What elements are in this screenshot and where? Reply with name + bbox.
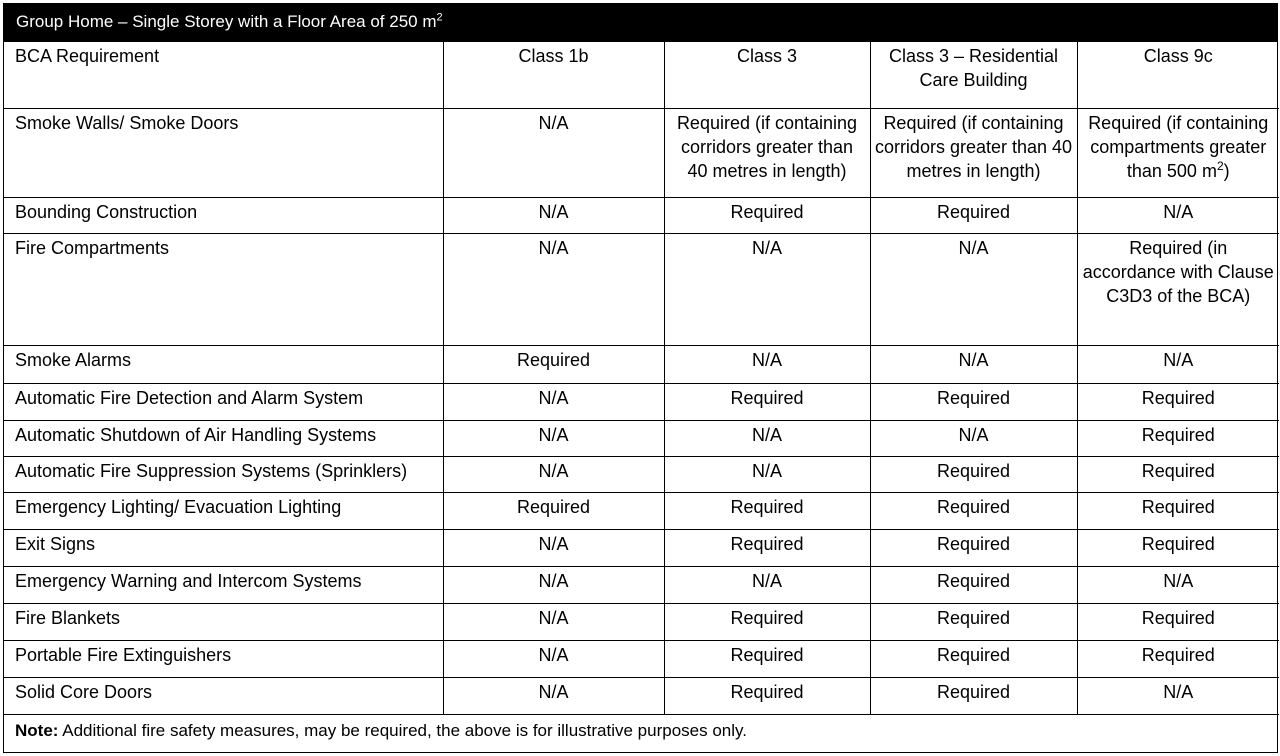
cell-class-3-residential: Required	[870, 529, 1077, 566]
footnote-label: Note:	[15, 720, 59, 740]
cell-class-3: Required	[664, 383, 870, 420]
cell-class-3-residential: Required (if containing corridors greater than 40 metres in length)	[870, 108, 1077, 197]
cell-class-1b: N/A	[443, 640, 664, 677]
table-row	[4, 345, 1279, 383]
cell-class-9c-superscript: 2	[1216, 158, 1224, 173]
cell-class-9c	[1077, 108, 1279, 197]
header-class-1b: Class 1b	[443, 42, 664, 108]
cell-class-3: N/A	[664, 420, 870, 456]
cell-class-9c: Required	[1077, 529, 1279, 566]
cell-class-3-residential: Required	[870, 197, 1077, 233]
row-label: Automatic Shutdown of Air Handling Systems	[4, 420, 443, 456]
table-title-text: Group Home – Single Storey with a Floor Area of 250 m	[16, 12, 437, 31]
cell-class-1b: N/A	[443, 233, 664, 345]
row-label: Automatic Fire Suppression Systems (Sprinklers)	[4, 456, 443, 492]
row-label: Automatic Fire Detection and Alarm System	[4, 383, 443, 420]
row-label: Smoke Alarms	[4, 345, 443, 383]
cell-class-9c: N/A	[1077, 677, 1279, 714]
fire-safety-table-panel	[3, 3, 1278, 753]
row-label: Emergency Warning and Intercom Systems	[4, 566, 443, 603]
footnote-text: Additional fire safety measures, may be required, the above is for illustrative purposes only.	[58, 720, 747, 740]
table-row	[4, 677, 1279, 714]
cell-class-1b: N/A	[443, 529, 664, 566]
cell-class-3-residential: Required	[870, 677, 1077, 714]
cell-class-3-residential: Required	[870, 640, 1077, 677]
cell-class-9c-tail: )	[1223, 160, 1230, 181]
table-row	[4, 529, 1279, 566]
cell-class-3-residential: N/A	[870, 233, 1077, 345]
table-row	[4, 233, 1279, 345]
footnote	[4, 715, 1277, 742]
cell-class-3-residential: N/A	[870, 345, 1077, 383]
row-label: Portable Fire Extinguishers	[4, 640, 443, 677]
cell-class-9c: Required	[1077, 420, 1279, 456]
cell-class-3: N/A	[664, 345, 870, 383]
cell-class-1b: N/A	[443, 420, 664, 456]
header-bca-requirement: BCA Requirement	[4, 42, 443, 108]
cell-class-9c: Required (in accordance with Clause C3D3 of the BCA)	[1077, 233, 1279, 345]
table-row	[4, 108, 1279, 197]
row-label: Fire Blankets	[4, 603, 443, 640]
cell-class-3: N/A	[664, 456, 870, 492]
cell-class-3: N/A	[664, 566, 870, 603]
requirements-table	[4, 42, 1279, 715]
cell-class-9c: N/A	[1077, 345, 1279, 383]
table-title	[4, 4, 1277, 42]
cell-class-9c: Required	[1077, 456, 1279, 492]
header-class-9c: Class 9c	[1077, 42, 1279, 108]
row-label: Smoke Walls/ Smoke Doors	[4, 108, 443, 197]
cell-class-3: N/A	[664, 233, 870, 345]
table-row	[4, 566, 1279, 603]
cell-class-3: Required	[664, 492, 870, 529]
cell-class-1b: N/A	[443, 197, 664, 233]
cell-class-3: Required	[664, 677, 870, 714]
table-row	[4, 492, 1279, 529]
cell-class-1b: N/A	[443, 603, 664, 640]
row-label: Fire Compartments	[4, 233, 443, 345]
cell-class-3-residential: Required	[870, 383, 1077, 420]
row-label: Bounding Construction	[4, 197, 443, 233]
cell-class-1b: N/A	[443, 108, 664, 197]
cell-class-3: Required	[664, 640, 870, 677]
table-row	[4, 420, 1279, 456]
cell-class-3-residential: N/A	[870, 420, 1077, 456]
table-row	[4, 383, 1279, 420]
cell-class-3-residential: Required	[870, 456, 1077, 492]
cell-class-1b: N/A	[443, 677, 664, 714]
cell-class-3-residential: Required	[870, 566, 1077, 603]
cell-class-3-residential: Required	[870, 492, 1077, 529]
header-class-3-residential: Class 3 – Residential Care Building	[870, 42, 1077, 108]
cell-class-9c: Required	[1077, 603, 1279, 640]
cell-class-9c-text: Required (if containing compartments greater than 500 m	[1088, 112, 1269, 181]
cell-class-1b: N/A	[443, 566, 664, 603]
cell-class-1b: N/A	[443, 383, 664, 420]
cell-class-1b: Required	[443, 492, 664, 529]
cell-class-3: Required	[664, 603, 870, 640]
table-row	[4, 640, 1279, 677]
header-class-3: Class 3	[664, 42, 870, 108]
table-row	[4, 603, 1279, 640]
cell-class-1b: Required	[443, 345, 664, 383]
cell-class-9c: N/A	[1077, 566, 1279, 603]
cell-class-9c: N/A	[1077, 197, 1279, 233]
cell-class-9c: Required	[1077, 640, 1279, 677]
cell-class-1b: N/A	[443, 456, 664, 492]
table-title-superscript: 2	[436, 11, 443, 24]
row-label: Exit Signs	[4, 529, 443, 566]
cell-class-3: Required (if containing corridors greater than 40 metres in length)	[664, 108, 870, 197]
row-label: Emergency Lighting/ Evacuation Lighting	[4, 492, 443, 529]
cell-class-3-residential: Required	[870, 603, 1077, 640]
cell-class-3: Required	[664, 529, 870, 566]
cell-class-9c: Required	[1077, 383, 1279, 420]
cell-class-9c: Required	[1077, 492, 1279, 529]
row-label: Solid Core Doors	[4, 677, 443, 714]
table-row	[4, 197, 1279, 233]
cell-class-3: Required	[664, 197, 870, 233]
header-row	[4, 42, 1279, 108]
table-row	[4, 456, 1279, 492]
